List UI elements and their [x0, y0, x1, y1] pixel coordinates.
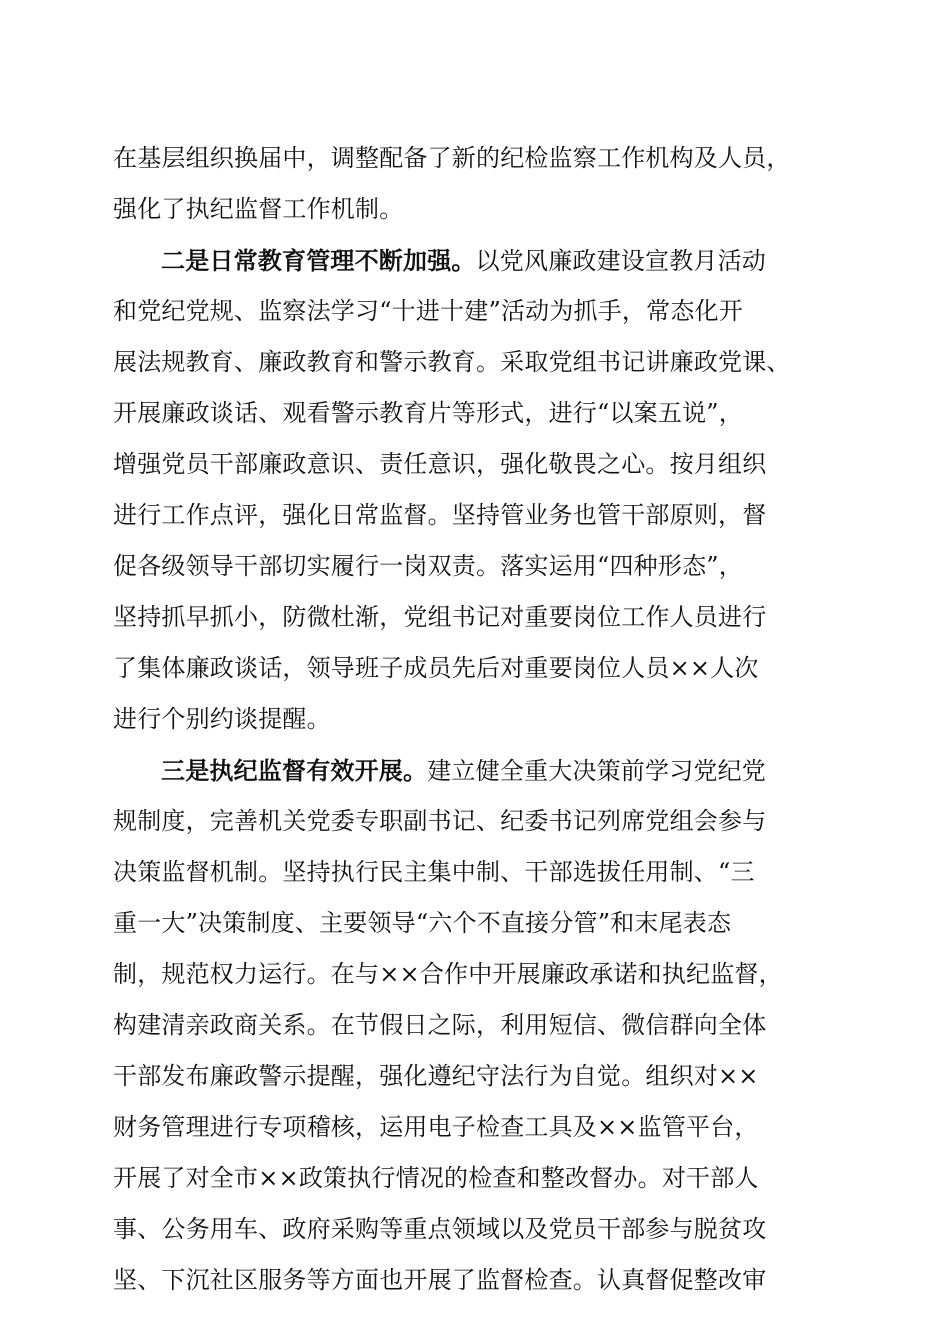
paragraph-1-line-2: 强化了执纪监督工作机制。 [113, 195, 404, 223]
paragraph-3-line-1-text: 建立健全重大决策前学习党纪党 [427, 757, 767, 785]
paragraph-3-line-8: 财务管理进行专项稽核，运用电子检查工具及××监管平台， [113, 1113, 759, 1141]
paragraph-3-line-5: 制，规范权力运行。在与××合作中开展廉政承诺和执纪监督， [113, 960, 783, 988]
paragraph-3-line-3: 决策监督机制。坚持执行民主集中制、干部选拔任用制、“三 [113, 858, 755, 886]
paragraph-2-line-5: 增强党员干部廉政意识、责任意识，强化敬畏之心。按月组织 [113, 450, 767, 478]
paragraph-2-line-10: 进行个别约谈提醒。 [113, 705, 331, 733]
paragraph-2-line-1-text: 以党风廉政建设宣教月活动 [475, 247, 767, 275]
paragraph-1-line-1: 在基层组织换届中，调整配备了新的纪检监察工作机构及人员， [113, 144, 791, 172]
paragraph-2-line-6: 进行工作点评，强化日常监督。坚持管业务也管干部原则，督 [113, 501, 767, 529]
paragraph-3-line-10: 事、公务用车、政府采购等重点领域以及党员干部参与脱贫攻 [113, 1215, 767, 1243]
paragraph-2-lead: 二是日常教育管理不断加强。 [161, 246, 476, 275]
paragraph-3-line-7: 干部发布廉政警示提醒，强化遵纪守法行为自觉。组织对×× [113, 1062, 759, 1090]
paragraph-3-line-2: 规制度，完善机关党委专职副书记、纪委书记列席党组会参与 [113, 807, 767, 835]
paragraph-2-line-4: 开展廉政谈话、观看警示教育片等形式，进行“以案五说”， [113, 399, 743, 427]
paragraph-2-line-1 [113, 235, 833, 286]
paragraph-3-line-4: 重一大”决策制度、主要领导“六个不直接分管”和末尾表态 [113, 909, 732, 937]
paragraph-2-line-9: 了集体廉政谈话，领导班子成员先后对重要岗位人员××人次 [113, 654, 759, 682]
paragraph-2-line-7: 促各级领导干部切实履行一岗双责。落实运用“四种形态”， [113, 552, 743, 580]
paragraph-3-line-11: 坚、下沉社区服务等方面也开展了监督检查。认真督促整改审 [113, 1266, 767, 1294]
paragraph-3-line-1 [113, 745, 833, 796]
paragraph-3-lead: 三是执纪监督有效开展。 [161, 756, 428, 785]
paragraph-2-line-2: 和党纪党规、监察法学习“十进十建”活动为抓手，常态化开 [113, 297, 743, 325]
paragraph-3-line-6: 构建清亲政商关系。在节假日之际，利用短信、微信群向全体 [113, 1011, 767, 1039]
paragraph-2-line-8: 坚持抓早抓小，防微杜渐，党组书记对重要岗位工作人员进行 [113, 603, 767, 631]
paragraph-3-line-9: 开展了对全市××政策执行情况的检查和整改督办。对干部人 [113, 1164, 759, 1192]
paragraph-2-line-3: 展法规教育、廉政教育和警示教育。采取党组书记讲廉政党课、 [113, 348, 791, 376]
document-body [113, 133, 833, 1306]
